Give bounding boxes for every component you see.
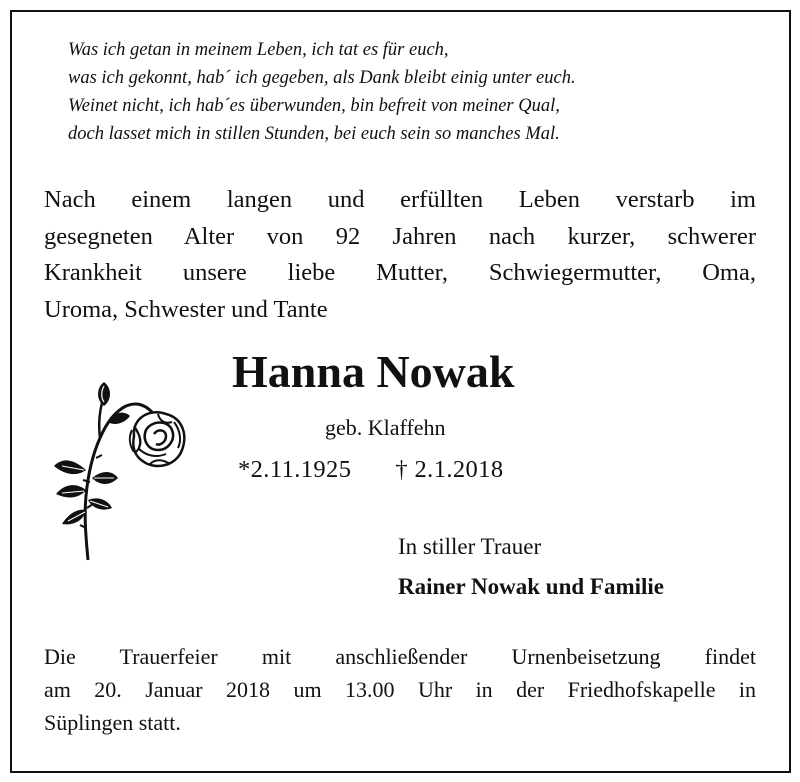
poem (68, 36, 748, 148)
mourners-family: Rainer Nowak und Familie (398, 574, 665, 599)
mourning-phrase: In stiller Trauer (398, 534, 542, 559)
deceased-name: Hanna Nowak (232, 346, 515, 397)
rose-icon (48, 378, 188, 563)
maiden-name: geb. Klaffehn (325, 415, 446, 440)
ceremony-line: Die Trauerfeier mit anschließender Urnenbeisetzung findet (44, 644, 756, 669)
intro-line: Krankheit unsere liebe Mutter, Schwiegermutter, Oma, (44, 259, 756, 286)
intro-text (44, 182, 756, 328)
poem-line: Was ich getan in meinem Leben, ich tat es für euch, (68, 40, 449, 60)
birth-date: *2.11.1925 (238, 456, 352, 483)
poem-line: doch lasset mich in stillen Stunden, bei euch sein so manches Mal. (68, 124, 560, 144)
ceremony-text (44, 640, 756, 739)
poem-line: was ich gekonnt, hab´ ich gegeben, als Dank bleibt einig unter euch. (68, 68, 576, 88)
ceremony-line: Süplingen statt. (44, 710, 181, 735)
ceremony-line: am 20. Januar 2018 um 13.00 Uhr in der Friedhofskapelle in (44, 677, 756, 702)
life-dates (238, 453, 503, 487)
intro-line: Nach einem langen und erfüllten Leben verstarb im (44, 186, 756, 213)
intro-line: Uroma, Schwester und Tante (44, 295, 328, 323)
intro-line: gesegneten Alter von 92 Jahren nach kurzer, schwerer (44, 222, 756, 250)
poem-line: Weinet nicht, ich hab´es überwunden, bin befreit von meiner Qual, (68, 96, 560, 116)
death-date: † 2.1.2018 (395, 456, 504, 483)
